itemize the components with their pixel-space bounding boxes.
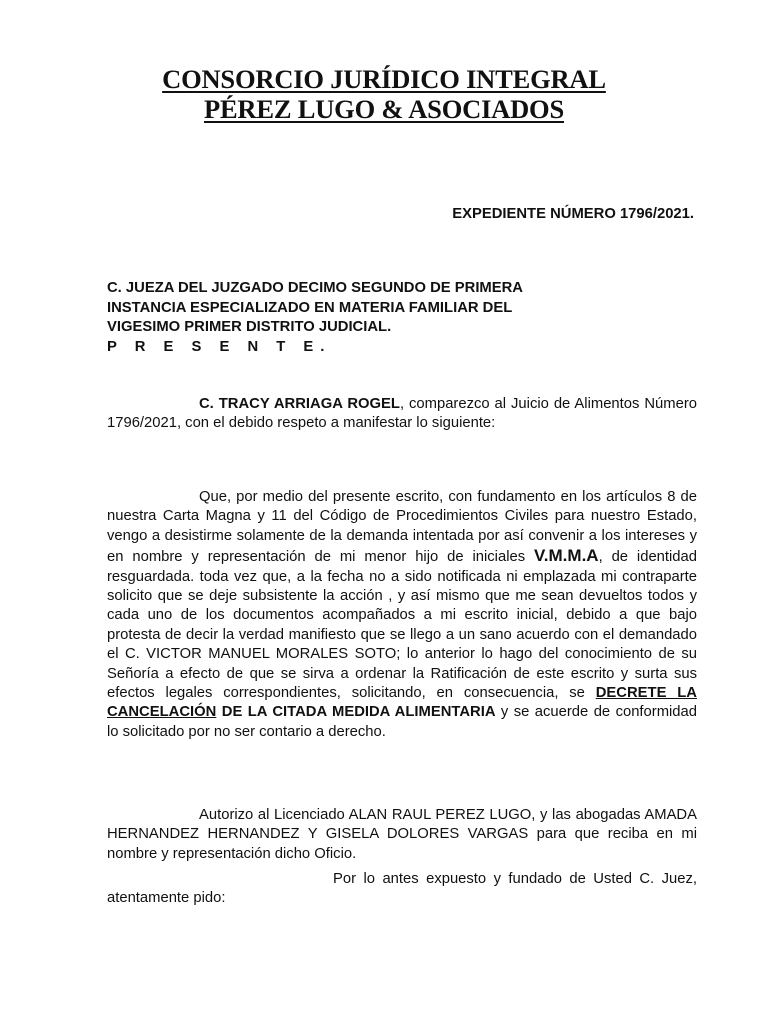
addressee-line1: C. JUEZA DEL JUZGADO DECIMO SEGUNDO DE PRIMERA [107, 280, 523, 296]
addressee-line2: INSTANCIA ESPECIALIZADO EN MATERIA FAMILIAR DEL [107, 299, 513, 316]
presente-line: P R E S E N T E. [107, 338, 332, 355]
firm-title-line2: PÉREZ LUGO & ASOCIADOS [203, 94, 565, 124]
main-text-part3: y se acuerde de conformidad lo solicitado por no ser contario a derecho. [107, 704, 697, 740]
addressee-block [107, 279, 707, 357]
intro-text: , comparezco al Juicio de Alimentos Número 1796/2021, con el debido respeto a manifestar lo siguiente: [107, 396, 697, 432]
main-text-part1: Que, por medio del presente escrito, con fundamento en los artículos 8 de nuestra Carta Magna y 11 del Código de Procedimientos Civiles para nuestro Estado, vengo a desistirme solamente de la demanda intentada por así convenir a los intereses y en nombre y representación de mi menor hijo de iniciales [107, 489, 697, 566]
decrete-cancelacion: DECRETE LA CANCELACIÓN [107, 685, 697, 721]
minor-initials: V.M.M.A [534, 546, 599, 566]
closing-paragraph: Por lo antes expuesto y fundado de Usted C. Juez, atentamente pido: [107, 871, 697, 907]
firm-title-line1: CONSORCIO JURÍDICO INTEGRAL [162, 64, 606, 94]
medida-alimentaria: DE LA CITADA MEDIDA ALIMENTARIA [216, 704, 496, 721]
authorization-paragraph: Autorizo al Licenciado ALAN RAUL PEREZ LUGO, y las abogadas AMADA HERNANDEZ HERNANDEZ Y GISELA DOLORES VARGAS para que reciba en mi nombre y representación dicho Oficio. [107, 807, 697, 862]
case-number: EXPEDIENTE NÚMERO 1796/2021. [452, 206, 694, 222]
main-paragraph [107, 488, 697, 742]
addressee-line3: VIGESIMO PRIMER DISTRITO JUDICIAL. [107, 319, 392, 335]
petitioner-name: C. TRACY ARRIAGA ROGEL [199, 396, 400, 412]
intro-paragraph [107, 395, 697, 434]
main-text-part2: , de identidad resguardada. toda vez que, a la fecha no a sido notificada ni emplazada mi contraparte solicito que se deje subsistente la acción , y así mismo que me sean devueltos todos y cada uno de los documentos acompañados a mi escrito inicial, debido a que bajo protesta de decir la verdad manifiesto que se llego a un sano acuerdo con el demandado el C. VICTOR MANUEL MORALES SOTO; lo anterior lo hago del conocimiento de su Señoría a efecto de que se sirva a ordenar la Ratificación de este escrito y surta sus efectos legales correspondientes, solicitando, en consecuencia, se [107, 549, 697, 702]
